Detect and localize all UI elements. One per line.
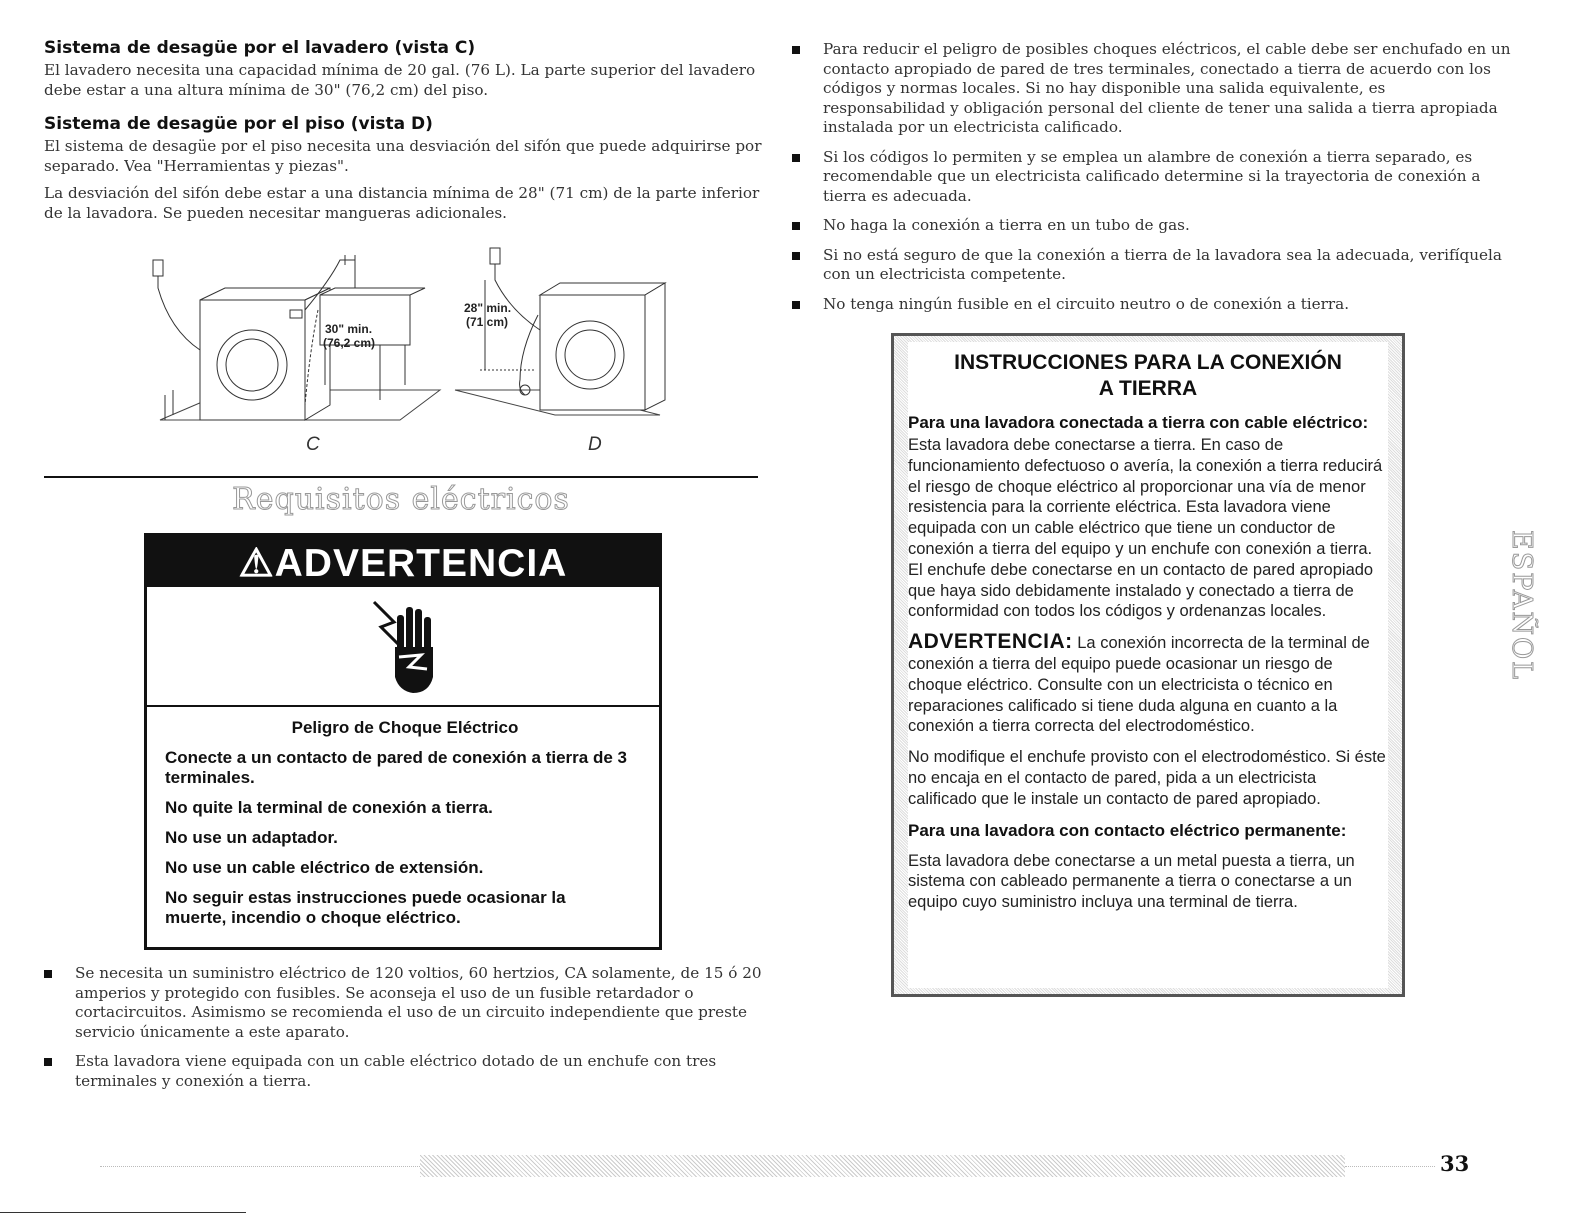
- advertencia-paragraph: ADVERTENCIA: La conexión incorrecta de la terminal de conexión a tierra del equipo puede ocasionar un riesgo de choque eléctrico. Consulte con un electricista o técnico en reparaciones calificado si tiene duda alguna en cuanto a la conexión a tierra correcta del electrodoméstico.: [908, 630, 1370, 736]
- permanent-text: Esta lavadora debe conectarse a un metal puesta a tierra, un sistema con cableado permanente a tierra o conectarse a un equipo cuyo suministro incluya una terminal de tierra.: [908, 851, 1355, 912]
- bullet-square-icon: [44, 1058, 52, 1066]
- warning-box: [144, 533, 662, 950]
- left-column: [44, 38, 764, 231]
- footer-dotted-line: [100, 1166, 420, 1169]
- grounding-instructions-box: [891, 333, 1405, 997]
- figure-d-measure-2: (71 cm): [466, 315, 509, 329]
- corded-text: Esta lavadora debe conectarse a tierra. En caso de funcionamiento defectuoso o avería, la conexión a tierra reducirá el riesgo de choque eléctrico al proporcionar una vía de menor resistencia para la corriente eléctrica. Esta lavadora viene equipada con un cable eléctrico que tiene un conductor de conexión a tierra del equipo y un enchufe con conexión a tierra. El enchufe debe conectarse en un contacto de pared apropiado que haya sido debidamente instalado y conectado a tierra de conformidad con todos los códigos y ordenanzas locales.: [908, 436, 1383, 621]
- section-heading-laundry-tub: Sistema de desagüe por el lavadero (vista C): [44, 38, 476, 58]
- right-bullet-list: [792, 40, 1512, 324]
- warning-triangle-icon: ⚠: [238, 542, 275, 585]
- figure-c-measure-1: 30" min.: [325, 322, 373, 336]
- footer-hatched-bar: [420, 1155, 1345, 1177]
- warning-body: [165, 718, 645, 938]
- warning-line: No use un cable eléctrico de extensión.: [165, 858, 484, 877]
- warning-banner: [147, 536, 659, 587]
- warning-line: No use un adaptador.: [165, 828, 338, 847]
- figure-d-measure-1: 28" min.: [464, 301, 512, 315]
- section-heading-floor-drain: Sistema de desagüe por el piso (vista D): [44, 114, 433, 134]
- figure-c-label: C: [306, 434, 320, 455]
- warning-icon-area: [147, 587, 659, 707]
- list-item: Si los códigos lo permiten y se emplea un alambre de conexión a tierra separado, es recomendable que un electricista calificado determine si la trayectoria de conexión a tierra es adecuada.: [792, 148, 1512, 207]
- figure-c-measure-2: (76,2 cm): [323, 336, 376, 350]
- language-tab: ESPAÑOL: [1506, 530, 1537, 682]
- warning-line: No quite la terminal de conexión a tierra.: [165, 798, 493, 817]
- warning-line: Conecte a un contacto de pared de conexión a tierra de 3 terminales.: [165, 748, 627, 787]
- warning-line: No seguir estas instrucciones puede ocasionar la muerte, incendio o choque eléctrico.: [165, 888, 566, 927]
- grounding-inner: [908, 342, 1388, 988]
- permanent-heading: Para una lavadora con contacto eléctrico permanente:: [908, 820, 1347, 840]
- advertencia-label: ADVERTENCIA:: [908, 630, 1073, 654]
- bullet-square-icon: [792, 46, 800, 54]
- bullet-square-icon: [792, 301, 800, 309]
- footer-dotted-line: [1345, 1166, 1435, 1169]
- list-item: No tenga ningún fusible en el circuito neutro o de conexión a tierra.: [792, 295, 1512, 315]
- corded-heading: Para una lavadora conectada a tierra con cable eléctrico:: [908, 413, 1369, 432]
- washer-drain-illustration: [140, 240, 670, 455]
- list-item: Esta lavadora viene equipada con un cable eléctrico dotado de un enchufe con tres terminales y conexión a tierra.: [44, 1052, 764, 1091]
- bullet-square-icon: [792, 154, 800, 162]
- list-item: Se necesita un suministro eléctrico de 120 voltios, 60 hertzios, CA solamente, de 15 ó 20 amperios y protegido con fusibles. Se aconseja el uso de un fusible retardador o cortacircuitos. Asimismo se recomienda el uso de un circuito independiente que preste servicio únicamente a este aparato.: [44, 964, 764, 1042]
- figure-d-label: D: [588, 434, 602, 455]
- list-item: Si no está seguro de que la conexión a tierra de la lavadora sea la adecuada, verifíquela con un electricista competente.: [792, 246, 1512, 285]
- paragraph: El sistema de desagüe por el piso necesita una desviación del sifón que puede adquirirse por separado. Vea "Herramientas y piezas".: [44, 137, 762, 175]
- paragraph: El lavadero necesita una capacidad mínima de 20 gal. (76 L). La parte superior del lavadero debe estar a una altura mínima de 30" (76,2 cm) del piso.: [44, 61, 756, 99]
- bottom-rule: [0, 1212, 246, 1213]
- section-divider: [44, 476, 758, 478]
- electric-shock-hand-icon: [369, 597, 439, 697]
- grounding-body: [908, 412, 1388, 913]
- modify-text: No modifique el enchufe provisto con el electrodoméstico. Si éste no encaja en el contacto de pared, pida a un electricista calificado que le instale un contacto de pared apropiado.: [908, 748, 1386, 808]
- warning-banner-text: ADVERTENCIA: [274, 542, 568, 585]
- warning-subtitle: Peligro de Choque Eléctrico: [291, 718, 519, 737]
- paragraph: La desviación del sifón debe estar a una distancia mínima de 28" (71 cm) de la parte inferior de la lavadora. Se pueden necesitar mangueras adicionales.: [44, 184, 760, 222]
- section-title: Requisitos eléctricos: [232, 482, 570, 517]
- left-bullet-list: [44, 964, 764, 1101]
- list-item: No haga la conexión a tierra en un tubo de gas.: [792, 216, 1512, 236]
- list-item: Para reducir el peligro de posibles choques eléctricos, el cable debe ser enchufado en un contacto apropiado de pared de tres terminales, conectado a tierra de acuerdo con los códigos y normas locales. Si no hay disponible una salida equivalente, es responsabilidad y obligación personal del cliente de tener una salida a tierra apropiada instalada por un electricista calificado.: [792, 40, 1512, 138]
- grounding-title: INSTRUCCIONES PARA LA CONEXIÓN A TIERRA: [954, 351, 1342, 400]
- bullet-square-icon: [792, 222, 800, 230]
- bullet-square-icon: [44, 970, 52, 978]
- drain-figures: [140, 240, 670, 455]
- page-number: 33: [1440, 1151, 1470, 1176]
- bullet-square-icon: [792, 252, 800, 260]
